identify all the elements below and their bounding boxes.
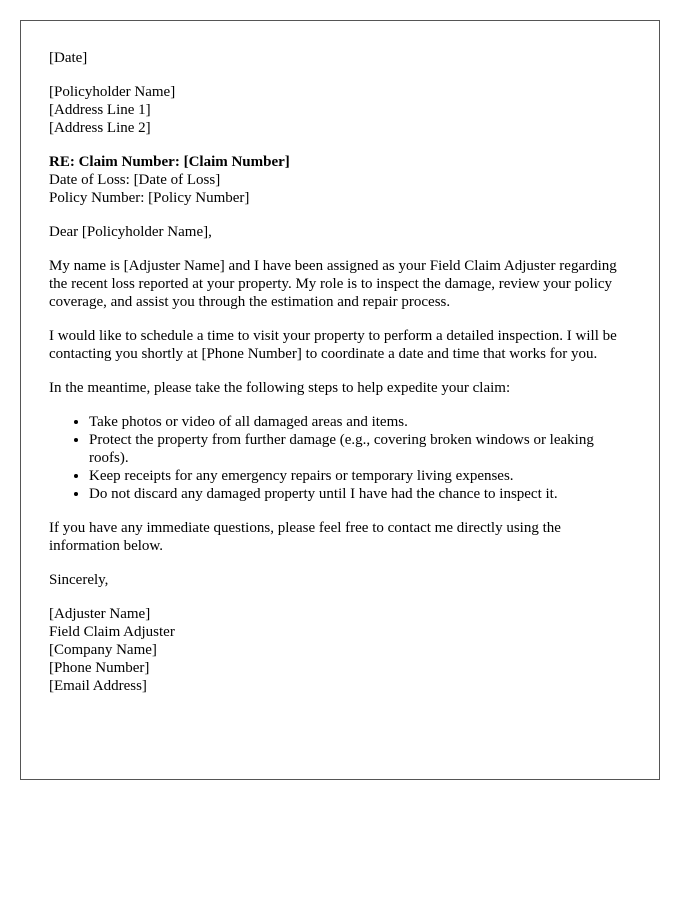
- list-item: • Keep receipts for any emergency repairs or temporary living expenses.: [89, 467, 635, 485]
- letter-body: [49, 49, 635, 711]
- recipient-address: [49, 83, 635, 137]
- recipient-name: [Policyholder Name]: [49, 84, 176, 100]
- signature-company: [Company Name]: [49, 642, 157, 658]
- list-item: • Take photos or video of all damaged areas and items.: [89, 413, 635, 431]
- schedule-paragraph: I would like to schedule a time to visit your property to perform a detailed inspection. I will be contacting you shortly at [Phone Number] to coordinate a date and time that works for you.: [49, 328, 617, 362]
- intro-paragraph: My name is [Adjuster Name] and I have been assigned as your Field Claim Adjuster regarding the recent loss reported at your property. My role is to inspect the damage, review your policy coverage, and assist you through the estimation and repair process.: [49, 258, 617, 310]
- signature-title: Field Claim Adjuster: [49, 624, 175, 640]
- signature-name: [Adjuster Name]: [49, 606, 151, 622]
- letter-date: [Date]: [49, 50, 88, 66]
- signature-phone: [Phone Number]: [49, 660, 150, 676]
- date-of-loss: Date of Loss: [Date of Loss]: [49, 172, 221, 188]
- signature-block: [49, 605, 635, 695]
- date-block: [49, 49, 635, 67]
- letter-frame: [20, 20, 660, 780]
- recipient-address-line-1: [Address Line 1]: [49, 102, 151, 118]
- salutation: Dear [Policyholder Name],: [49, 224, 212, 240]
- policy-number: Policy Number: [Policy Number]: [49, 190, 250, 206]
- steps-intro-paragraph: In the meantime, please take the following steps to help expedite your claim:: [49, 380, 511, 396]
- list-item: • Protect the property from further damage (e.g., covering broken windows or leaking roofs).: [89, 431, 635, 467]
- steps-list: [49, 413, 635, 503]
- re-line: RE: Claim Number: [Claim Number]: [49, 154, 290, 170]
- recipient-address-line-2: [Address Line 2]: [49, 120, 151, 136]
- closing: Sincerely,: [49, 572, 109, 588]
- signature-email: [Email Address]: [49, 678, 147, 694]
- list-item: • Do not discard any damaged property until I have had the chance to inspect it.: [89, 485, 635, 503]
- questions-paragraph: If you have any immediate questions, please feel free to contact me directly using the information below.: [49, 520, 561, 554]
- claim-reference: [49, 153, 635, 207]
